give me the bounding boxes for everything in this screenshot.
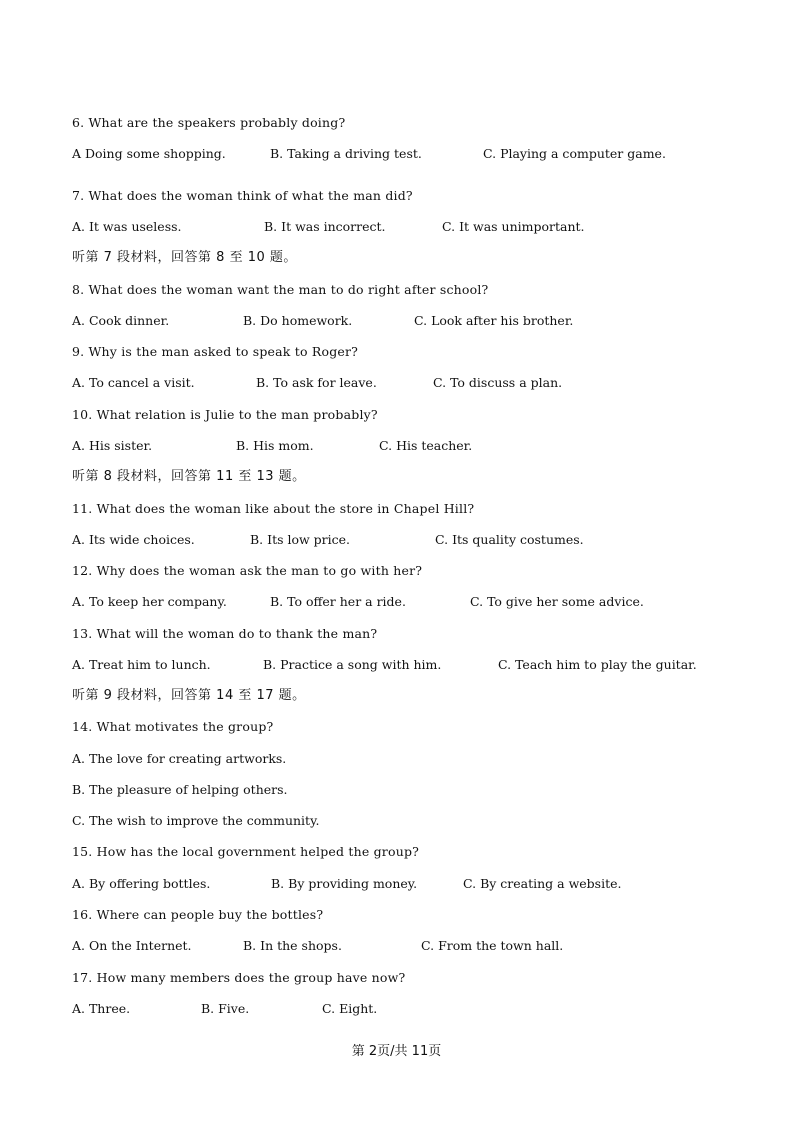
section-heading-9: 听第 9 段材料，回答第 14 至 17 题。	[72, 688, 306, 703]
question-7: 7. What does the woman think of what the man did?	[72, 188, 413, 203]
options-10	[0, 436, 793, 456]
option-c: C. Teach him to play the guitar.	[498, 657, 697, 672]
question-12: 12. Why does the woman ask the man to go with her?	[72, 563, 423, 578]
options-7	[0, 217, 793, 237]
option-a: A. On the Internet.	[72, 938, 192, 953]
option-b: B. It was incorrect.	[264, 219, 386, 234]
section-heading-7: 听第 7 段材料，回答第 8 至 10 题。	[72, 250, 297, 265]
question-11: 11. What does the woman like about the store in Chapel Hill?	[72, 501, 475, 516]
option-b: B. The pleasure of helping others.	[72, 782, 288, 797]
option-c: C. His teacher.	[379, 438, 473, 453]
option-a: A. His sister.	[72, 438, 153, 453]
option-b: B. Its low price.	[250, 532, 351, 547]
option-b: B. In the shops.	[243, 938, 342, 953]
option-c: C. By creating a website.	[463, 876, 622, 891]
question-14: 14. What motivates the group?	[72, 719, 274, 734]
options-12	[0, 592, 793, 612]
question-16: 16. Where can people buy the bottles?	[72, 907, 324, 922]
option-a: A Doing some shopping.	[72, 146, 226, 161]
question-6: 6. What are the speakers probably doing?	[72, 115, 346, 130]
options-17	[0, 999, 793, 1019]
options-15	[0, 874, 793, 894]
option-a: A. By offering bottles.	[72, 876, 211, 891]
option-a: A. Its wide choices.	[72, 532, 195, 547]
question-10: 10. What relation is Julie to the man probably?	[72, 407, 378, 422]
option-c: C. The wish to improve the community.	[72, 813, 320, 828]
options-8	[0, 311, 793, 331]
options-13	[0, 655, 793, 675]
option-c: C. Eight.	[322, 1001, 378, 1016]
option-b: B. To ask for leave.	[256, 375, 377, 390]
section-heading-8: 听第 8 段材料，回答第 11 至 13 题。	[72, 469, 306, 484]
option-c: C. It was unimportant.	[442, 219, 585, 234]
option-c: C. To give her some advice.	[470, 594, 644, 609]
option-a: A. It was useless.	[72, 219, 182, 234]
options-11	[0, 530, 793, 550]
option-c: C. To discuss a plan.	[433, 375, 563, 390]
option-a: A. To cancel a visit.	[72, 375, 195, 390]
option-c: C. Playing a computer game.	[483, 146, 666, 161]
option-a: A. The love for creating artworks.	[72, 751, 287, 766]
question-15: 15. How has the local government helped the group?	[72, 844, 420, 859]
option-b: B. By providing money.	[271, 876, 418, 891]
option-c: C. Look after his brother.	[414, 313, 574, 328]
page-number-footer: 第 2页/共 11页	[351, 1044, 442, 1059]
option-c: C. From the town hall.	[421, 938, 564, 953]
option-b: B. His mom.	[236, 438, 314, 453]
question-8: 8. What does the woman want the man to do right after school?	[72, 282, 489, 297]
question-13: 13. What will the woman do to thank the man?	[72, 626, 378, 641]
options-16	[0, 936, 793, 956]
option-b: B. To offer her a ride.	[270, 594, 406, 609]
question-17: 17. How many members does the group have now?	[72, 970, 406, 985]
option-b: B. Five.	[201, 1001, 250, 1016]
option-b: B. Taking a driving test.	[270, 146, 422, 161]
option-c: C. Its quality costumes.	[435, 532, 584, 547]
question-9: 9. Why is the man asked to speak to Roger?	[72, 344, 359, 359]
option-a: A. Cook dinner.	[72, 313, 170, 328]
option-a: A. To keep her company.	[72, 594, 227, 609]
option-a: A. Treat him to lunch.	[72, 657, 211, 672]
option-b: B. Practice a song with him.	[263, 657, 442, 672]
option-b: B. Do homework.	[243, 313, 353, 328]
option-a: A. Three.	[72, 1001, 131, 1016]
options-6	[0, 144, 793, 164]
options-9	[0, 373, 793, 393]
